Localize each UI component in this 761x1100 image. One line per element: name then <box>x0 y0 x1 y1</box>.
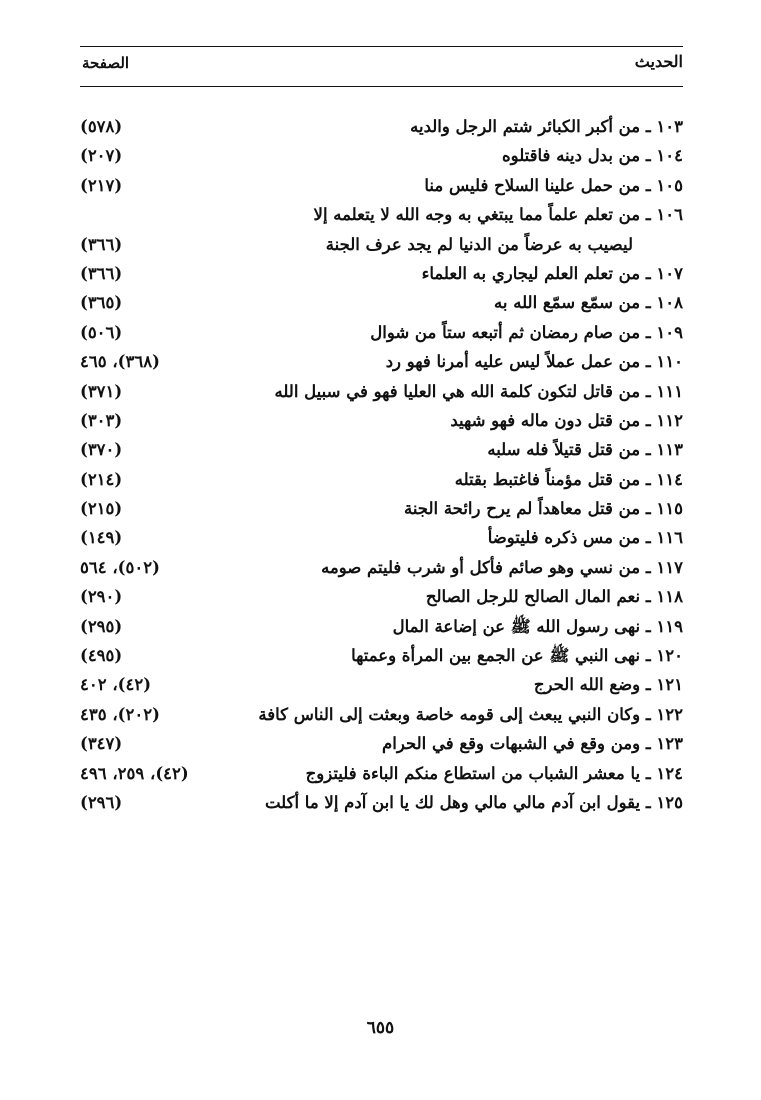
index-entry <box>80 141 683 170</box>
index-entry <box>80 171 683 200</box>
hadith-text: ليصيب به عرضاً من الدنيا لم يجد عرف الجنة <box>325 234 633 254</box>
page-references: (٣٧٠) <box>80 440 123 460</box>
index-entry <box>80 670 683 699</box>
index-entry <box>80 377 683 406</box>
hadith-text: ١١٢ ـ من قتل دون ماله فهو شهيد <box>450 410 683 430</box>
page-references: (١٤٩) <box>80 528 123 548</box>
hadith-text: ١٠٧ ـ من تعلم العلم ليجاري به العلماء <box>421 263 683 283</box>
index-entry <box>80 612 683 641</box>
hadith-column-heading: الحديث <box>634 52 683 71</box>
index-entry <box>80 729 683 758</box>
hadith-text: ١١١ ـ من قاتل لتكون كلمة الله هي العليا فهو في سبيل الله <box>274 381 683 401</box>
hadith-text: ١١٠ ـ من عمل عملاً ليس عليه أمرنا فهو رد <box>385 352 683 372</box>
hadith-index-list <box>80 112 683 817</box>
page-references: (٢٩٦) <box>80 792 123 812</box>
index-entry <box>80 553 683 582</box>
index-entry <box>80 641 683 670</box>
page-references: (٣٦٦) <box>80 263 123 283</box>
index-entry-continuation <box>80 230 683 259</box>
page-number: ٦٥٥ <box>366 1018 395 1038</box>
hadith-text: ١٢٤ ـ يا معشر الشباب من استطاع منكم الباءة فليتزوج <box>305 763 683 783</box>
page-column-heading: الصفحة <box>82 54 130 72</box>
hadith-text: ١٠٦ ـ من تعلم علماً مما يبتغي به وجه الله لا يتعلمه إلا <box>313 205 683 225</box>
page-references: (٤٢)، ٢٥٩، ٤٩٦ <box>80 763 189 783</box>
hadith-text: ١١٨ ـ نعم المال الصالح للرجل الصالح <box>425 587 683 607</box>
page-references: (٥٠٦) <box>80 322 123 342</box>
page-references: (٢٠٧) <box>80 146 123 166</box>
page-references: (٢٠٢)، ٤٣٥ <box>80 704 160 724</box>
hadith-text: ١٢٢ ـ وكان النبي يبعث إلى قومه خاصة وبعثت إلى الناس كافة <box>258 704 683 724</box>
hadith-text: ١١٥ ـ من قتل معاهداً لم يرح رائحة الجنة <box>403 499 683 519</box>
hadith-text: ١٠٩ ـ من صام رمضان ثم أتبعه ستاً من شوال <box>370 322 683 342</box>
index-entry <box>80 347 683 376</box>
index-entry <box>80 759 683 788</box>
hadith-text: ١٠٨ ـ من سمّع سمّع الله به <box>494 293 683 313</box>
page-references: (٢١٥) <box>80 499 123 519</box>
page-references: (٢٩٠) <box>80 587 123 607</box>
index-entry <box>80 465 683 494</box>
index-entry <box>80 406 683 435</box>
index-entry <box>80 523 683 552</box>
hadith-text: ١١٩ ـ نهى رسول الله ﷺ عن إضاعة المال <box>392 616 683 636</box>
index-entry <box>80 318 683 347</box>
table-header <box>80 42 683 88</box>
page-references: (٣٤٧) <box>80 734 123 754</box>
page-references: (٣٦٥) <box>80 293 123 313</box>
page-references: (٥٠٢)، ٥٦٤ <box>80 557 160 577</box>
hadith-text: ١٠٥ ـ من حمل علينا السلاح فليس منا <box>424 175 683 195</box>
hadith-text: ١٢٥ ـ يقول ابن آدم مالي مالي وهل لك يا ابن آدم إلا ما أكلت <box>264 792 683 812</box>
index-entry <box>80 112 683 141</box>
hadith-text: ١١٣ ـ من قتل قتيلاً فله سلبه <box>487 440 683 460</box>
hadith-text: ١٢١ ـ وضع الله الحرج <box>533 675 683 695</box>
hadith-text: ١١٧ ـ من نسي وهو صائم فأكل أو شرب فليتم صومه <box>321 557 683 577</box>
page-references: (٣٠٣) <box>80 410 123 430</box>
index-entry <box>80 700 683 729</box>
index-entry <box>80 288 683 317</box>
index-entry <box>80 494 683 523</box>
index-entry <box>80 200 683 229</box>
hadith-text: ١١٤ ـ من قتل مؤمناً فاغتبط بقتله <box>454 469 683 489</box>
page-references: (٢١٤) <box>80 469 123 489</box>
index-entry <box>80 582 683 611</box>
page-references: (٣٧١) <box>80 381 123 401</box>
index-entry <box>80 435 683 464</box>
hadith-text: ١٠٣ ـ من أكبر الكبائر شتم الرجل والديه <box>410 117 683 136</box>
index-entry <box>80 259 683 288</box>
page-references: (٣٦٨)، ٤٦٥ <box>80 352 160 372</box>
header-bottom-rule <box>80 86 683 87</box>
hadith-text: ١٠٤ ـ من بدل دينه فاقتلوه <box>502 146 683 166</box>
page-references: (٢١٧) <box>80 175 123 195</box>
page-references: (٣٦٦) <box>80 234 123 254</box>
header-top-rule <box>80 46 683 47</box>
page-references: (٥٧٨) <box>80 117 123 136</box>
hadith-text: ١١٦ ـ من مس ذكره فليتوضأ <box>487 528 683 548</box>
page-references: (٤٩٥) <box>80 646 123 666</box>
page-references: (٤٢)، ٤٠٢ <box>80 675 152 695</box>
hadith-text: ١٢٠ ـ نهى النبي ﷺ عن الجمع بين المرأة وعمتها <box>351 646 683 666</box>
page-references: (٢٩٥) <box>80 616 123 636</box>
hadith-text: ١٢٣ ـ ومن وقع في الشبهات وقع في الحرام <box>382 734 683 754</box>
index-entry <box>80 788 683 817</box>
